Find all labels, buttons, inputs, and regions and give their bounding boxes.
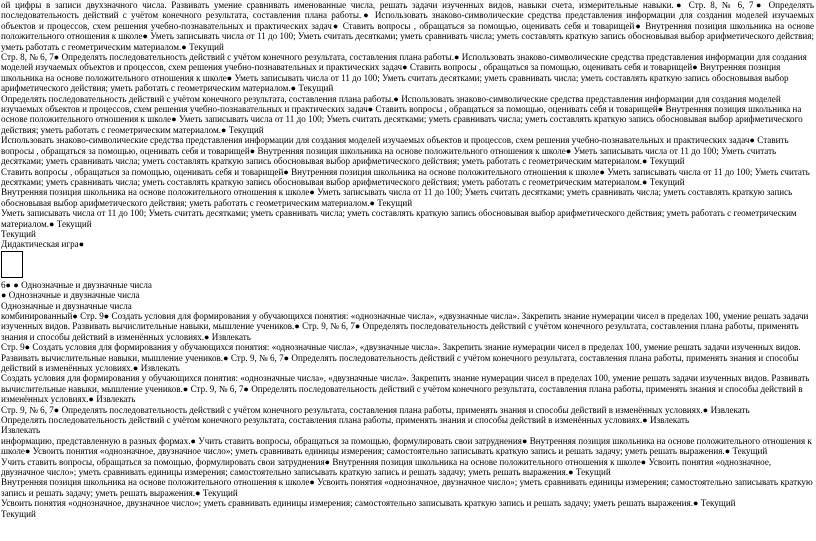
- paragraph: Текущий: [1, 228, 36, 239]
- paragraph: Ставить вопросы , обращаться за помощью, оценивать себя и товарищей● Внутренняя позиция школьника на основе положительного отношения к школе● Уметь записывать числа от 11 до 100; Уметь считать десятками; уметь сравнивать числа; уметь составлять краткую запись обосновывая выбор арифметического действия; уметь работать с геометрическим материалом.● Текущий: [1, 166, 810, 187]
- paragraph: Стр. 8, № 6, 7● Определять последовательность действий с учётом конечного результата, составления плана работы.● Использовать знаково-символические средства представления информации для создания моделей изучаемых объектов и процессов, схем решения учебно-познавательных и практических задач● Ставить вопросы , обращаться за помощью, оценивать себя и товарищей● Внутренняя позиция школьника на основе положительного отношения к школе● Уметь записывать числа от 11 до 100; Уметь считать десятками; уметь сравнивать числа; уметь составлять краткую запись обосновывая выбор арифметического действия; уметь работать с геометрическим материалом.● Текущий: [1, 52, 807, 94]
- paragraph: комбинированный● Стр. 9● Создать условия для формирования у обучающихся понятия: «однозначные числа», «двузначные числа». Закрепить знание нумерации чисел в пределах 100, умение решать задачи изученных видов. Развивать вычислительные навыки, мышление учеников.● Стр. 9, № 6, 7● Определять последовательность действий с учётом конечного результата, составления плана работы, применять знания и способы действий в изменённых условиях.● Извлекать: [1, 310, 809, 342]
- paragraph: Уметь записывать числа от 11 до 100; Уметь считать десятками; уметь сравнивать числа; уметь составлять краткую запись обосновывая выбор арифметического действия; уметь работать с геометрическим материалом.● Текущий: [1, 208, 797, 229]
- paragraph: ● Однозначные и двузначные числа: [1, 290, 140, 301]
- paragraph: Внутренняя позиция школьника на основе положительного отношения к школе● Уметь записывать числа от 11 до 100; Уметь считать десятками; уметь сравнивать числа; уметь составлять краткую запись обосновывая выбор арифметического действия; уметь работать с геометрическим материалом.● Текущий: [1, 187, 793, 208]
- paragraph: Стр. 9● Создать условия для формирования у обучающихся понятия: «однозначные числа», «двузначные числа». Закрепить знание нумерации чисел в пределах 100, умение решать задачи изученных видов. Развивать вычислительные навыки, мышление учеников.● Стр. 9, № 6, 7● Определять последовательность действий с учётом конечного результата, составления плана работы, применять знания и способы действий в изменённых условиях.● Извлекать: [1, 342, 801, 373]
- empty-frame-box: [1, 251, 23, 278]
- paragraph: Текущий: [1, 508, 36, 519]
- paragraph: 6● ● Однозначные и двузначные числа: [1, 279, 152, 290]
- paragraph: ой цифры в записи двухзначного числа. Развивать умение сравнивать именованные числа, решать задачи изученных видов, навыки счета, измерительные навыки.● Стр. 8, № 6, 7● Определять последовательность действий с учётом конечного результата, составления плана работы.● Использовать знаково-символические средства представления информации для создания моделей изучаемых объектов и процессов, схем решения учебно-познавательных и практических задач● Ставить вопросы , обращаться за помощью, оценивать себя и товарищей● Внутренняя позиция школьника на основе положительного отношения к школе● Уметь записывать числа от 11 до 100; Уметь считать десятками; уметь сравнивать числа; уметь составлять краткую запись обосновывая выбор арифметического действия; уметь работать с геометрическим материалом.● Текущий: [1, 0, 814, 52]
- paragraph: информацию, представленную в разных формах.● Учить ставить вопросы, обращаться за помощью, формулировать свои затруднения● Внутренняя позиция школьника на основе положительного отношения к школе● Усвоить понятия «однозначное, двузначное число»; уметь сравнивать единицы измерения; самостоятельно записывать краткую запись и решать задачу; уметь решать выражения.● Текущий: [1, 435, 812, 457]
- paragraph: Извлекать: [1, 425, 41, 436]
- paragraph: Дидактическая игра●: [1, 239, 85, 250]
- paragraph: Учить ставить вопросы, обращаться за помощью, формулировать свои затруднения● Внутренняя позиция школьника на основе положительного отношения к школе● Усвоить понятия «однозначное, двузначное число»; уметь сравнивать единицы измерения; самостоятельно записывать краткую запись и решать задачу; уметь решать выражения.● Текущий: [1, 456, 772, 478]
- paragraph: Использовать знаково-символические средства представления информации для создания моделей изучаемых объектов и процессов, схем решения учебно-познавательных и практических задач● Ставить вопросы , обращаться за помощью, оценивать себя и товарищей● Внутренняя позиция школьника на основе положительного отношения к школе● Уметь записывать числа от 11 до 100; Уметь считать десятками; уметь сравнивать числа; уметь составлять краткую запись обосновывая выбор арифметического действия; уметь работать с геометрическим материалом.● Текущий: [1, 135, 789, 167]
- paragraph: Определять последовательность действий с учётом конечного результата, составления плана работы, применять знания и способы действий в изменённых условиях.● Извлекать: [1, 415, 690, 426]
- paragraph: Усвоить понятия «однозначное, двузначное число»; уметь сравнивать единицы измерения; самостоятельно записывать краткую запись и решать задачу; уметь решать выражения.● Текущий: [1, 498, 736, 509]
- paragraph: Определять последовательность действий с учётом конечного результата, составления плана работы.● Использовать знаково-символические средства представления информации для создания моделей изучаемых объектов и процессов, схем решения учебно-познавательных и практических задач● Ставить вопросы , обращаться за помощью, оценивать себя и товарищей● Внутренняя позиция школьника на основе положительного отношения к школе● Уметь записывать числа от 11 до 100; Уметь считать десятками; уметь сравнивать числа; уметь составлять краткую запись обосновывая выбор арифметического действия; уметь работать с геометрическим материалом.● Текущий: [1, 93, 803, 135]
- paragraph: Внутренняя позиция школьника на основе положительного отношения к школе● Усвоить понятия «однозначное, двузначное число»; уметь сравнивать единицы измерения; самостоятельно записывать краткую запись и решать задачу; уметь решать выражения.● Текущий: [1, 477, 813, 498]
- paragraph: Создать условия для формирования у обучающихся понятия: «однозначные числа», «двузначные числа». Закрепить знание нумерации чисел в пределах 100, умение решать задачи изученных видов. Развивать вычислительные навыки, мышление учеников.● Стр. 9, № 6, 7● Определять последовательность действий с учётом конечного результата, составления плана работы, применять знания и способы действий в изменённых условиях.● Извлекать: [1, 373, 810, 405]
- paragraph: Стр. 9, № 6, 7● Определять последовательность действий с учётом конечного результата, составления плана работы, применять знания и способы действий в изменённых условиях.● Извлекать: [1, 404, 750, 415]
- paragraph: Однозначные и двузначные числа: [1, 300, 132, 311]
